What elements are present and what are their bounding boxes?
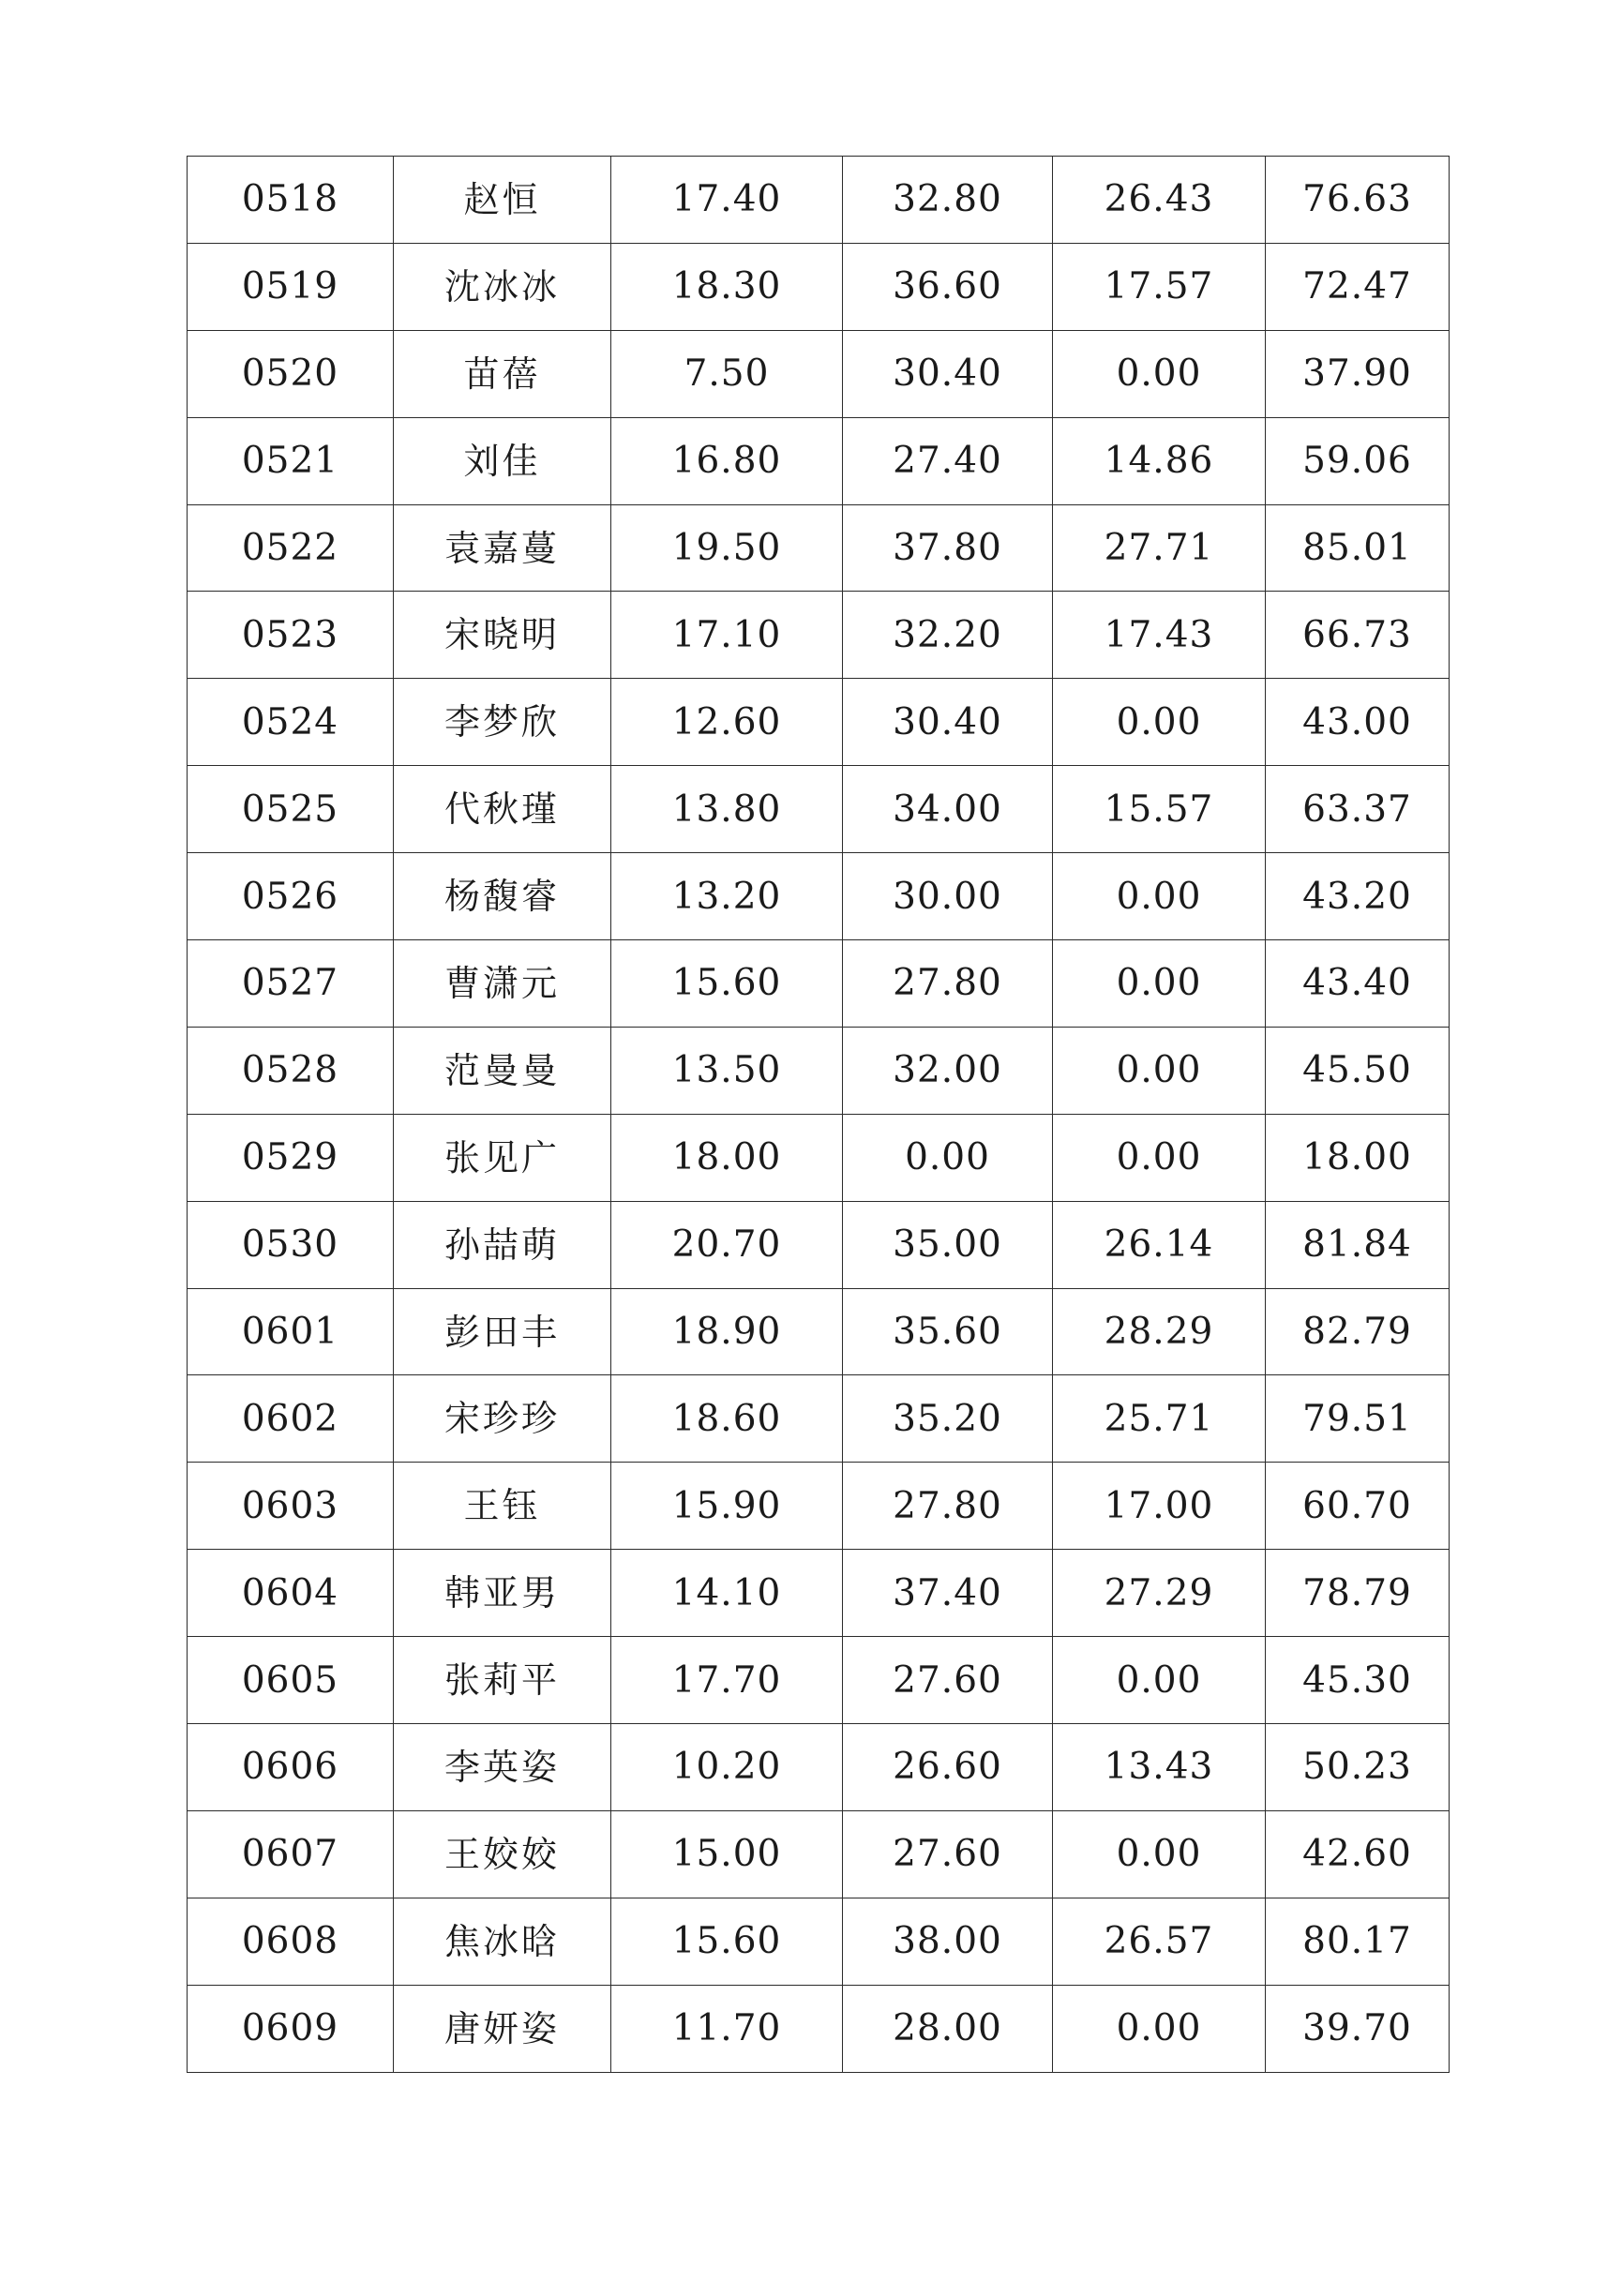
table-row <box>188 679 1450 766</box>
score-2-cell: 32.00 <box>843 1027 1053 1114</box>
total-score-cell: 37.90 <box>1266 330 1450 417</box>
score-3-cell: 0.00 <box>1053 1810 1266 1898</box>
table-row <box>188 1724 1450 1811</box>
table-row <box>188 1201 1450 1288</box>
score-3-cell: 27.29 <box>1053 1550 1266 1637</box>
score-2-cell: 34.00 <box>843 766 1053 853</box>
score-1-cell: 17.40 <box>611 157 843 244</box>
score-1-cell: 15.00 <box>611 1810 843 1898</box>
total-score-cell: 81.84 <box>1266 1201 1450 1288</box>
score-1-cell: 14.10 <box>611 1550 843 1637</box>
table-row <box>188 1637 1450 1724</box>
score-2-cell: 36.60 <box>843 243 1053 330</box>
score-2-cell: 35.60 <box>843 1288 1053 1375</box>
table-row <box>188 417 1450 504</box>
name-cell: 苗蓓 <box>394 330 611 417</box>
total-score-cell: 72.47 <box>1266 243 1450 330</box>
name-cell: 袁嘉蔓 <box>394 504 611 592</box>
candidate-id-cell: 0526 <box>188 853 394 940</box>
score-1-cell: 18.90 <box>611 1288 843 1375</box>
candidate-id-cell: 0601 <box>188 1288 394 1375</box>
table-row <box>188 157 1450 244</box>
table-row <box>188 1114 1450 1201</box>
table-row <box>188 940 1450 1028</box>
score-2-cell: 27.60 <box>843 1810 1053 1898</box>
total-score-cell: 80.17 <box>1266 1898 1450 1985</box>
table-row <box>188 504 1450 592</box>
score-2-cell: 37.80 <box>843 504 1053 592</box>
total-score-cell: 78.79 <box>1266 1550 1450 1637</box>
table-row <box>188 1375 1450 1463</box>
candidate-id-cell: 0523 <box>188 592 394 679</box>
name-cell: 韩亚男 <box>394 1550 611 1637</box>
total-score-cell: 60.70 <box>1266 1463 1450 1550</box>
candidate-id-cell: 0606 <box>188 1724 394 1811</box>
total-score-cell: 76.63 <box>1266 157 1450 244</box>
score-3-cell: 27.71 <box>1053 504 1266 592</box>
candidate-id-cell: 0522 <box>188 504 394 592</box>
score-2-cell: 27.80 <box>843 1463 1053 1550</box>
table-row <box>188 1898 1450 1985</box>
score-2-cell: 37.40 <box>843 1550 1053 1637</box>
total-score-cell: 45.30 <box>1266 1637 1450 1724</box>
score-table <box>187 156 1450 2073</box>
score-1-cell: 17.10 <box>611 592 843 679</box>
score-3-cell: 26.57 <box>1053 1898 1266 1985</box>
score-1-cell: 20.70 <box>611 1201 843 1288</box>
candidate-id-cell: 0528 <box>188 1027 394 1114</box>
score-1-cell: 15.90 <box>611 1463 843 1550</box>
table-row <box>188 1463 1450 1550</box>
score-1-cell: 17.70 <box>611 1637 843 1724</box>
score-2-cell: 27.40 <box>843 417 1053 504</box>
table-row <box>188 1985 1450 2072</box>
score-2-cell: 32.80 <box>843 157 1053 244</box>
score-1-cell: 10.20 <box>611 1724 843 1811</box>
candidate-id-cell: 0604 <box>188 1550 394 1637</box>
score-3-cell: 17.00 <box>1053 1463 1266 1550</box>
total-score-cell: 43.40 <box>1266 940 1450 1028</box>
total-score-cell: 45.50 <box>1266 1027 1450 1114</box>
candidate-id-cell: 0518 <box>188 157 394 244</box>
name-cell: 王姣姣 <box>394 1810 611 1898</box>
table-row <box>188 330 1450 417</box>
total-score-cell: 39.70 <box>1266 1985 1450 2072</box>
score-3-cell: 26.14 <box>1053 1201 1266 1288</box>
score-1-cell: 13.50 <box>611 1027 843 1114</box>
candidate-id-cell: 0521 <box>188 417 394 504</box>
score-3-cell: 28.29 <box>1053 1288 1266 1375</box>
total-score-cell: 50.23 <box>1266 1724 1450 1811</box>
score-2-cell: 30.40 <box>843 330 1053 417</box>
score-1-cell: 12.60 <box>611 679 843 766</box>
table-row <box>188 592 1450 679</box>
candidate-id-cell: 0520 <box>188 330 394 417</box>
name-cell: 赵恒 <box>394 157 611 244</box>
name-cell: 宋珍珍 <box>394 1375 611 1463</box>
name-cell: 彭田丰 <box>394 1288 611 1375</box>
name-cell: 张见广 <box>394 1114 611 1201</box>
score-3-cell: 14.86 <box>1053 417 1266 504</box>
total-score-cell: 43.00 <box>1266 679 1450 766</box>
score-3-cell: 26.43 <box>1053 157 1266 244</box>
candidate-id-cell: 0603 <box>188 1463 394 1550</box>
score-3-cell: 0.00 <box>1053 679 1266 766</box>
score-2-cell: 35.00 <box>843 1201 1053 1288</box>
score-2-cell: 27.80 <box>843 940 1053 1028</box>
name-cell: 唐妍姿 <box>394 1985 611 2072</box>
score-3-cell: 0.00 <box>1053 940 1266 1028</box>
total-score-cell: 82.79 <box>1266 1288 1450 1375</box>
total-score-cell: 79.51 <box>1266 1375 1450 1463</box>
score-3-cell: 17.57 <box>1053 243 1266 330</box>
score-3-cell: 0.00 <box>1053 330 1266 417</box>
score-1-cell: 15.60 <box>611 940 843 1028</box>
total-score-cell: 18.00 <box>1266 1114 1450 1201</box>
score-1-cell: 13.80 <box>611 766 843 853</box>
candidate-id-cell: 0608 <box>188 1898 394 1985</box>
score-3-cell: 17.43 <box>1053 592 1266 679</box>
score-1-cell: 16.80 <box>611 417 843 504</box>
name-cell: 张莉平 <box>394 1637 611 1724</box>
score-2-cell: 32.20 <box>843 592 1053 679</box>
score-1-cell: 15.60 <box>611 1898 843 1985</box>
score-1-cell: 18.60 <box>611 1375 843 1463</box>
name-cell: 范曼曼 <box>394 1027 611 1114</box>
score-2-cell: 28.00 <box>843 1985 1053 2072</box>
candidate-id-cell: 0519 <box>188 243 394 330</box>
table-row <box>188 766 1450 853</box>
candidate-id-cell: 0530 <box>188 1201 394 1288</box>
table-row <box>188 1550 1450 1637</box>
score-3-cell: 0.00 <box>1053 1637 1266 1724</box>
score-1-cell: 13.20 <box>611 853 843 940</box>
name-cell: 沈冰冰 <box>394 243 611 330</box>
name-cell: 孙喆萌 <box>394 1201 611 1288</box>
total-score-cell: 66.73 <box>1266 592 1450 679</box>
candidate-id-cell: 0605 <box>188 1637 394 1724</box>
score-3-cell: 15.57 <box>1053 766 1266 853</box>
candidate-id-cell: 0529 <box>188 1114 394 1201</box>
table-row <box>188 853 1450 940</box>
name-cell: 宋晓明 <box>394 592 611 679</box>
score-table-body <box>188 157 1450 2073</box>
name-cell: 王钰 <box>394 1463 611 1550</box>
score-1-cell: 7.50 <box>611 330 843 417</box>
score-2-cell: 35.20 <box>843 1375 1053 1463</box>
score-2-cell: 30.40 <box>843 679 1053 766</box>
score-1-cell: 18.00 <box>611 1114 843 1201</box>
score-2-cell: 0.00 <box>843 1114 1053 1201</box>
score-3-cell: 0.00 <box>1053 853 1266 940</box>
table-row <box>188 1288 1450 1375</box>
name-cell: 代秋瑾 <box>394 766 611 853</box>
candidate-id-cell: 0607 <box>188 1810 394 1898</box>
name-cell: 李英姿 <box>394 1724 611 1811</box>
name-cell: 刘佳 <box>394 417 611 504</box>
total-score-cell: 85.01 <box>1266 504 1450 592</box>
table-row <box>188 243 1450 330</box>
score-1-cell: 18.30 <box>611 243 843 330</box>
score-3-cell: 0.00 <box>1053 1027 1266 1114</box>
total-score-cell: 42.60 <box>1266 1810 1450 1898</box>
candidate-id-cell: 0609 <box>188 1985 394 2072</box>
table-row <box>188 1810 1450 1898</box>
score-3-cell: 25.71 <box>1053 1375 1266 1463</box>
score-3-cell: 0.00 <box>1053 1985 1266 2072</box>
score-2-cell: 27.60 <box>843 1637 1053 1724</box>
candidate-id-cell: 0602 <box>188 1375 394 1463</box>
score-2-cell: 30.00 <box>843 853 1053 940</box>
score-1-cell: 19.50 <box>611 504 843 592</box>
score-3-cell: 0.00 <box>1053 1114 1266 1201</box>
candidate-id-cell: 0527 <box>188 940 394 1028</box>
candidate-id-cell: 0525 <box>188 766 394 853</box>
candidate-id-cell: 0524 <box>188 679 394 766</box>
total-score-cell: 43.20 <box>1266 853 1450 940</box>
name-cell: 杨馥睿 <box>394 853 611 940</box>
total-score-cell: 59.06 <box>1266 417 1450 504</box>
name-cell: 李梦欣 <box>394 679 611 766</box>
score-2-cell: 38.00 <box>843 1898 1053 1985</box>
name-cell: 焦冰晗 <box>394 1898 611 1985</box>
total-score-cell: 63.37 <box>1266 766 1450 853</box>
score-3-cell: 13.43 <box>1053 1724 1266 1811</box>
score-2-cell: 26.60 <box>843 1724 1053 1811</box>
score-1-cell: 11.70 <box>611 1985 843 2072</box>
table-row <box>188 1027 1450 1114</box>
name-cell: 曹潇元 <box>394 940 611 1028</box>
